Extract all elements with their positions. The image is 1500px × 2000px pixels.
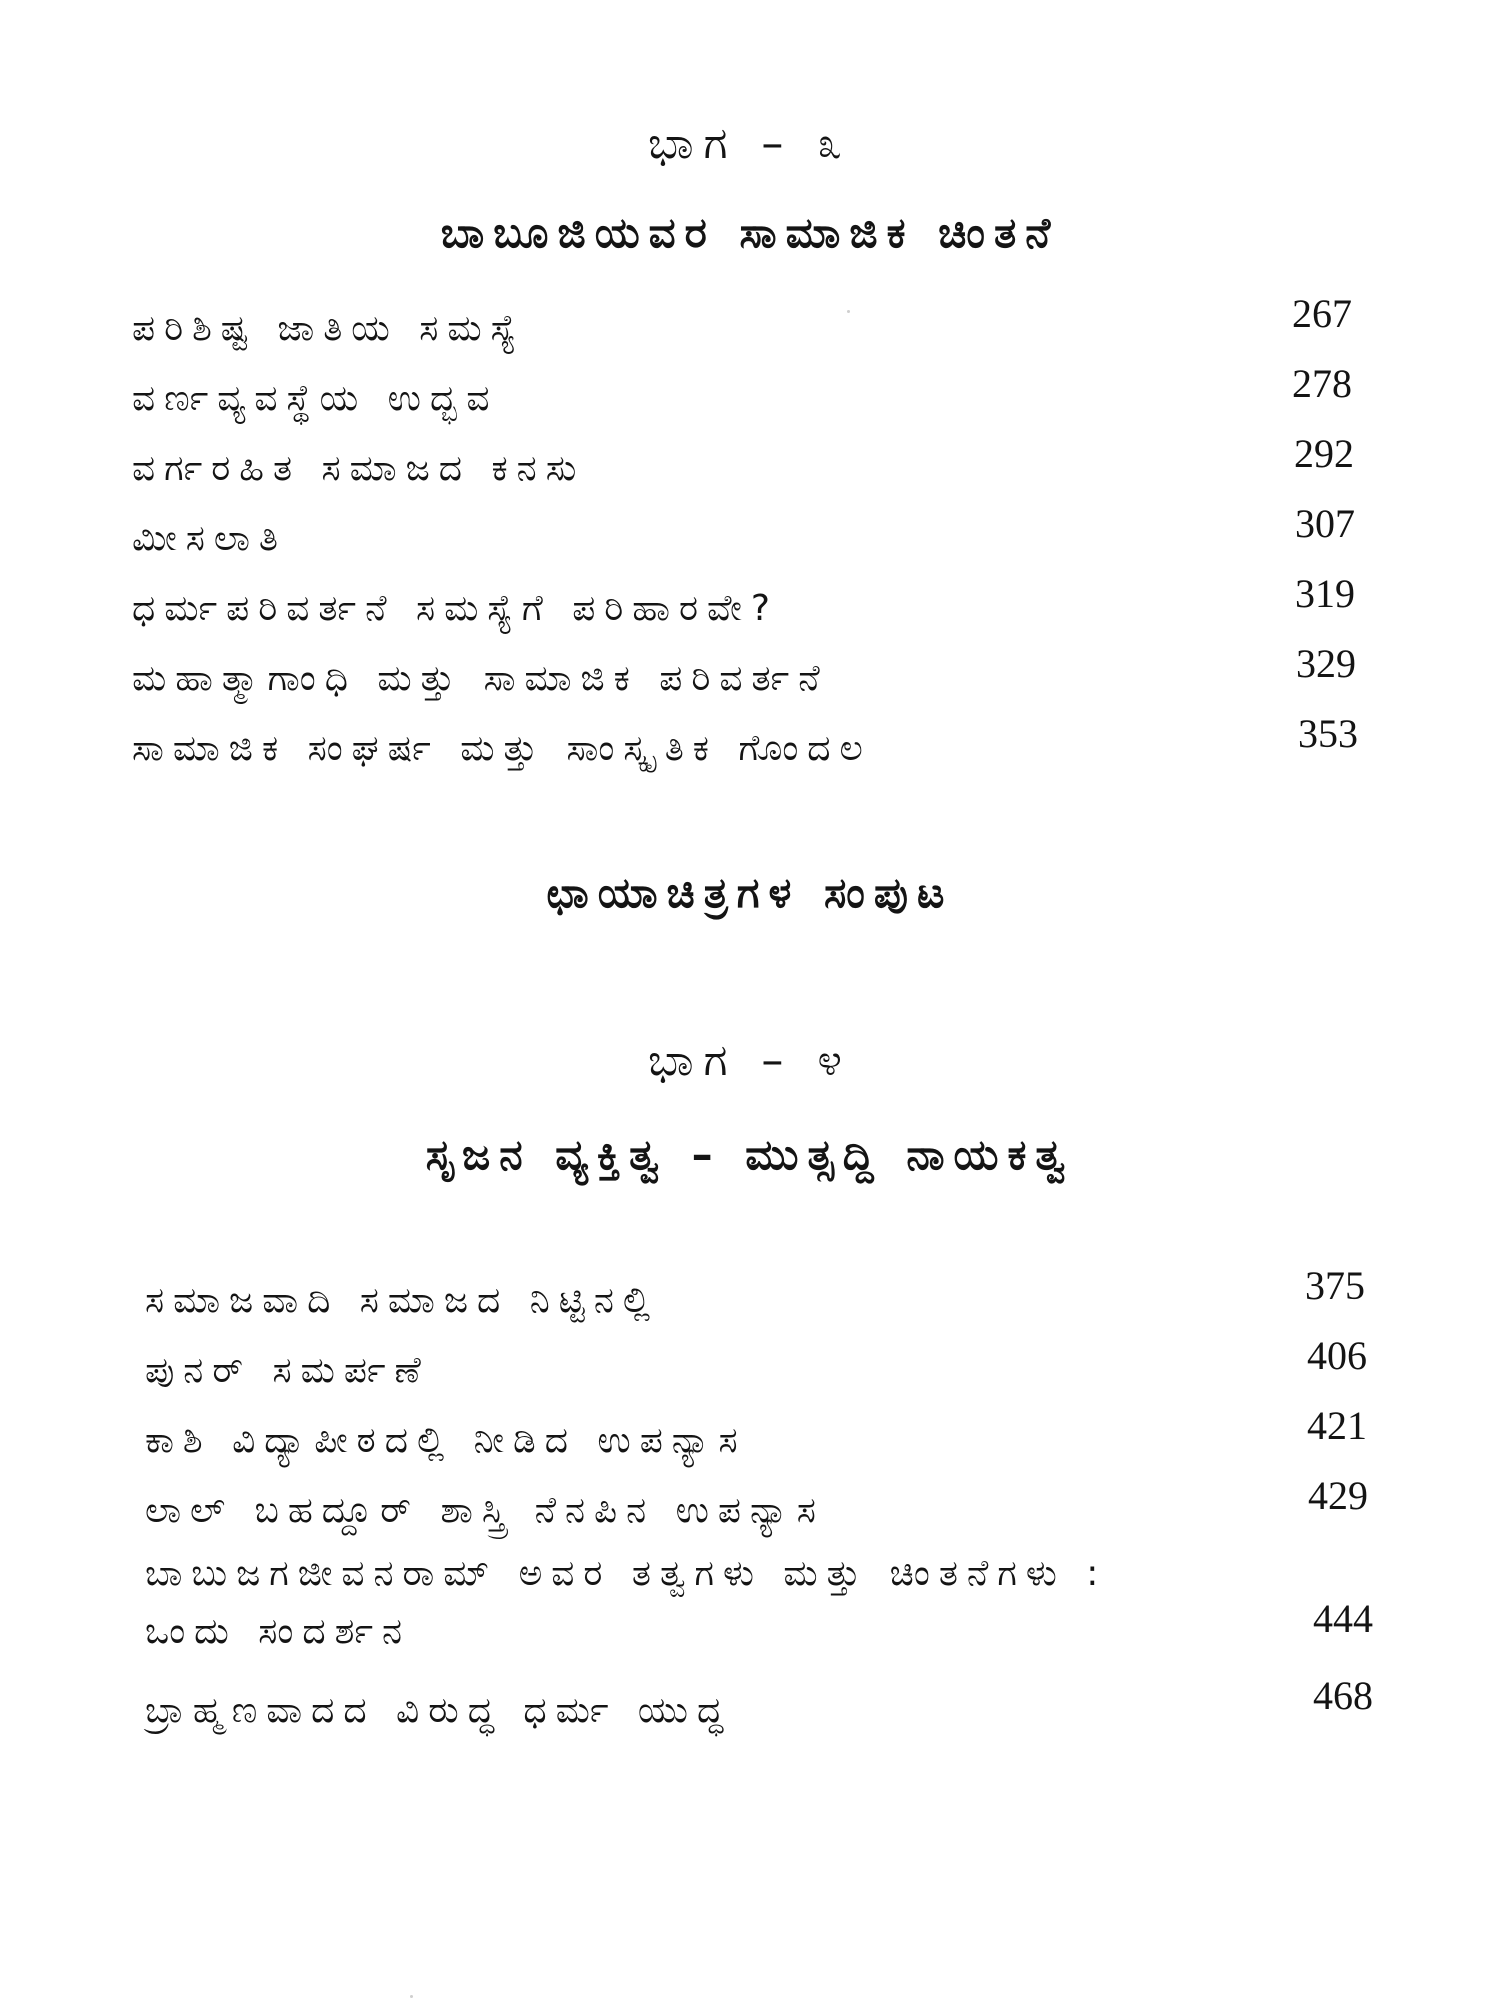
photo-section-title: ಛಾಯಾಚಿತ್ರಗಳ ಸಂಪುಟ xyxy=(546,868,954,917)
scan-speck xyxy=(410,1995,413,1998)
toc-entry xyxy=(145,1262,1395,1322)
toc-entry-title: ಪುನರ್ ಸಮರ್ಪಣೆ xyxy=(145,1350,430,1391)
toc-entry xyxy=(145,1545,1395,1661)
toc-entry-title: ಧರ್ಮಪರಿವರ್ತನೆ ಸಮಸ್ಯೆಗೆ ಪರಿಹಾರವೇ? xyxy=(132,588,780,629)
toc-entry xyxy=(145,1332,1395,1392)
toc-entry-title-line1: ಬಾಬುಜಗಜೀವನರಾಮ್ ಅವರ ತತ್ವಗಳು ಮತ್ತು ಚಿಂತನೆಗಳು : xyxy=(145,1553,1108,1594)
toc-entry xyxy=(145,1472,1395,1532)
toc-entry-page: 444 xyxy=(1313,1596,1373,1641)
toc-entry-title: ಸಮಾಜವಾದಿ ಸಮಾಜದ ನಿಟ್ಟಿನಲ್ಲಿ xyxy=(145,1280,660,1321)
toc-entry xyxy=(132,640,1382,700)
part4-label: ಭಾಗ – ೪ xyxy=(647,1035,852,1086)
toc-entry-page: 319 xyxy=(1295,571,1355,616)
toc-entry xyxy=(145,1402,1395,1462)
toc-entry-page: 421 xyxy=(1307,1403,1367,1448)
toc-entry-title: ಲಾಲ್ ಬಹದ್ದೂರ್ ಶಾಸ್ತ್ರಿ ನೆನಪಿನ ಉಪನ್ಯಾಸ xyxy=(145,1490,825,1531)
toc-entry-title: ಬ್ರಾಹ್ಮಣವಾದದ ವಿರುದ್ಧ ಧರ್ಮ ಯುದ್ಧ xyxy=(145,1690,733,1731)
toc-entry-page: 329 xyxy=(1296,641,1356,686)
toc-entry-title: ಕಾಶಿ ವಿದ್ಯಾಪೀಠದಲ್ಲಿ ನೀಡಿದ ಉಪನ್ಯಾಸ xyxy=(145,1420,747,1461)
toc-entry-page: 292 xyxy=(1294,431,1354,476)
toc-entry-page: 353 xyxy=(1298,711,1358,756)
toc-entry xyxy=(132,430,1382,490)
toc-entry-title: ಪರಿಶಿಷ್ಟ ಜಾತಿಯ ಸಮಸ್ಯೆ xyxy=(132,308,526,349)
part3-title: ಬಾಬೂಜಿಯವರ ಸಾಮಾಜಿಕ ಚಿಂತನೆ xyxy=(440,208,1060,257)
toc-entry-title: ಮೀಸಲಾತಿ xyxy=(132,518,288,559)
toc-entry-page: 406 xyxy=(1307,1333,1367,1378)
toc-entry-page: 429 xyxy=(1308,1473,1368,1518)
toc-entry xyxy=(132,360,1382,420)
toc-entry xyxy=(145,1672,1395,1732)
toc-entry xyxy=(132,290,1382,350)
toc-entry xyxy=(132,710,1382,770)
toc-entry-page: 468 xyxy=(1313,1673,1373,1718)
toc-entry xyxy=(132,570,1382,630)
toc-entry-title: ಮಹಾತ್ಮಾಗಾಂಧಿ ಮತ್ತು ಸಾಮಾಜಿಕ ಪರಿವರ್ತನೆ xyxy=(132,658,829,699)
toc-entry xyxy=(132,500,1382,560)
toc-entry-title-line2: ಒಂದು ಸಂದರ್ಶನ xyxy=(145,1611,411,1652)
toc-entry-page: 307 xyxy=(1295,501,1355,546)
toc-entry-title: ಸಾಮಾಜಿಕ ಸಂಘರ್ಷ ಮತ್ತು ಸಾಂಸ್ಕೃತಿಕ ಗೊಂದಲ xyxy=(132,728,872,769)
toc-entry-page: 267 xyxy=(1292,291,1352,336)
part3-label: ಭಾಗ – ೩ xyxy=(647,118,852,169)
part4-title: ಸೃಜನ ವ್ಯಕ್ತಿತ್ವ – ಮುತ್ಸದ್ದಿ ನಾಯಕತ್ವ xyxy=(425,1130,1075,1179)
toc-entry-title: ವರ್ಗರಹಿತ ಸಮಾಜದ ಕನಸು xyxy=(132,448,586,489)
toc-entry-page: 375 xyxy=(1305,1263,1365,1308)
toc-entry-title: ವರ್ಣವ್ಯವಸ್ಥೆಯ ಉದ್ಭವ xyxy=(132,378,499,419)
scan-speck xyxy=(847,310,850,313)
toc-entry-page: 278 xyxy=(1292,361,1352,406)
